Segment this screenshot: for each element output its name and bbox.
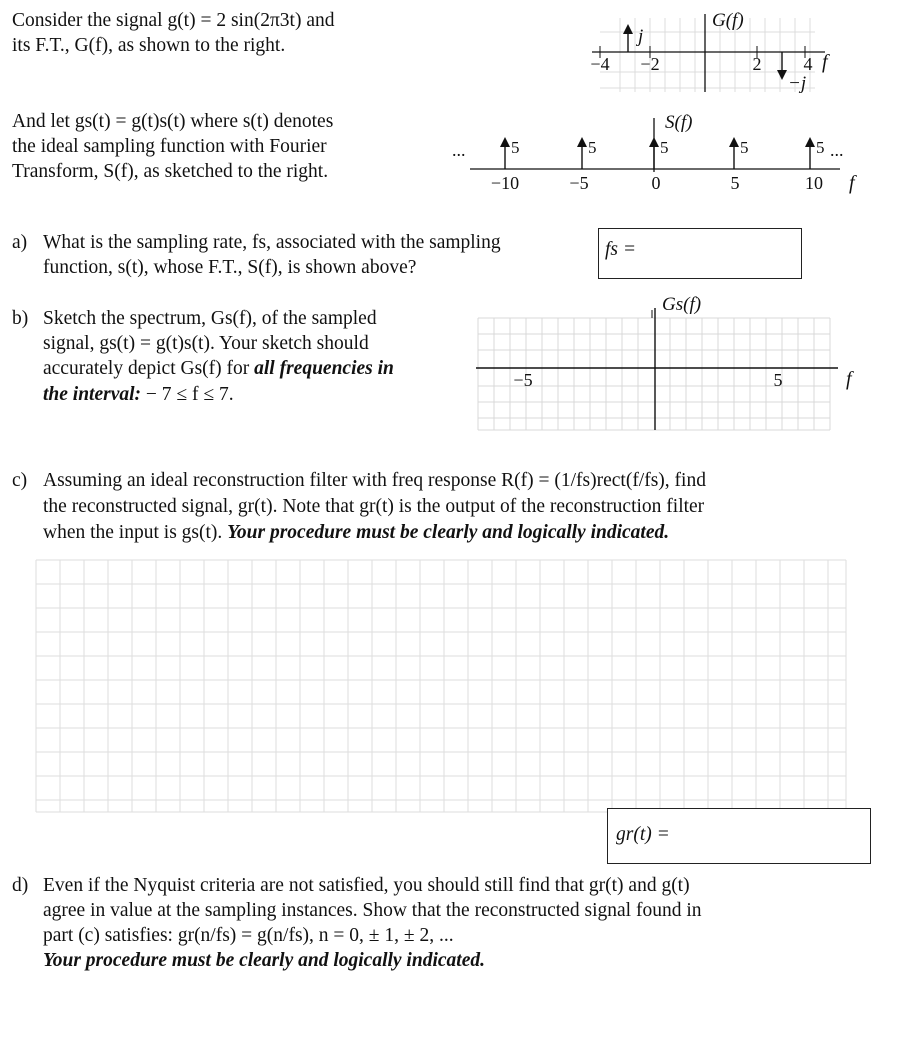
part-d-label: d): [12, 875, 29, 896]
part-a-label: a): [12, 232, 28, 253]
plot-Gs-axis-label: f: [846, 368, 852, 390]
part-d-line-2: agree in value at the sampling instances. Show that the reconstructed signal found in: [43, 900, 702, 921]
plot-G-tick-label: −2: [640, 54, 660, 74]
part-c-line-3-bold: Your procedure must be clearly and logically indicated.: [227, 522, 670, 543]
plot-S-tick-label: 10: [805, 173, 823, 193]
plot-G-upper-label: j: [638, 26, 644, 47]
part-c-line-1: Assuming an ideal reconstruction filter with freq response R(f) = (1/fs)rect(f/fs), find: [43, 470, 706, 491]
plot-S-impulse-label: 5: [740, 138, 749, 157]
gr-answer-box[interactable]: [607, 808, 871, 864]
part-c-line-2: the reconstructed signal, gr(t). Note that gr(t) is the output of the reconstruction filter: [43, 496, 705, 517]
plot-S-title: S(f): [665, 112, 693, 133]
part-c-line-3-plain: when the input is gs(t).: [43, 522, 223, 543]
plot-S-impulse-label: 5: [816, 138, 825, 157]
plot-Gs-tick-pos: 5: [773, 370, 783, 390]
part-b-line-1: Sketch the spectrum, Gs(f), of the sampled: [43, 308, 377, 329]
intro-line-2: its F.T., G(f), as shown to the right.: [12, 35, 286, 56]
plot-S-tick-label: −5: [569, 173, 589, 193]
part-b-line-3-bold: all frequencies in: [254, 358, 394, 379]
plot-S-tick-label: 0: [651, 173, 661, 193]
part-d-line-4: Your procedure must be clearly and logically indicated.: [43, 950, 485, 971]
plot-S-tick-label: 5: [730, 173, 740, 193]
plot-S-impulse-label: 5: [511, 138, 520, 157]
plot-S-tick-label: −10: [490, 173, 520, 193]
plot-G-tick-label: −4: [590, 54, 610, 74]
fs-answer-prefix: fs =: [605, 239, 637, 260]
part-b-line-4-bold: the interval:: [43, 384, 142, 405]
plot-G-title: G(f): [712, 10, 744, 31]
plot-S-ellipsis-right: ...: [830, 140, 844, 160]
sampling-line-3: Transform, S(f), as sketched to the right.: [12, 161, 329, 182]
plot-S-ellipsis-left: ...: [452, 140, 466, 160]
plot-G-tick-label: 2: [752, 54, 762, 74]
part-d-line-1: Even if the Nyquist criteria are not satisfied, you should still find that gr(t) and g(t): [43, 875, 690, 896]
plot-Gs-title: Gs(f): [662, 294, 702, 315]
plot-G-lower-label: −j: [788, 73, 807, 94]
part-d-line-3: part (c) satisfies: gr(n/fs) = g(n/fs), n = 0, ± 1, ± 2, ...: [43, 925, 454, 946]
plot-G-axis-label: f: [822, 51, 828, 73]
sampling-line-1: And let gs(t) = g(t)s(t) where s(t) denotes: [12, 111, 334, 132]
part-b-label: b): [12, 308, 29, 329]
part-c-grid-lines: [36, 560, 846, 812]
gr-answer-prefix: gr(t) =: [616, 824, 670, 845]
plot-G-tick-label: 4: [803, 54, 813, 74]
plot-S-impulse-label: 5: [588, 138, 597, 157]
part-c-label: c): [12, 470, 28, 491]
plot-S-axis-label: f: [849, 172, 855, 194]
part-a-line-2: function, s(t), whose F.T., S(f), is shown above?: [43, 257, 417, 278]
sampling-line-2: the ideal sampling function with Fourier: [12, 136, 327, 157]
part-b-line-4-plain: − 7 ≤ f ≤ 7.: [145, 384, 234, 405]
part-b-line-2: signal, gs(t) = g(t)s(t). Your sketch should: [43, 333, 369, 354]
plot-S-impulse-label: 5: [660, 138, 669, 157]
plot-Gs-tick-neg: −5: [513, 370, 533, 390]
intro-line-1: Consider the signal g(t) = 2 sin(2π3t) and: [12, 10, 335, 31]
part-b-line-3-plain: accurately depict Gs(f) for: [43, 358, 250, 379]
part-a-line-1: What is the sampling rate, fs, associated with the sampling: [43, 232, 501, 253]
